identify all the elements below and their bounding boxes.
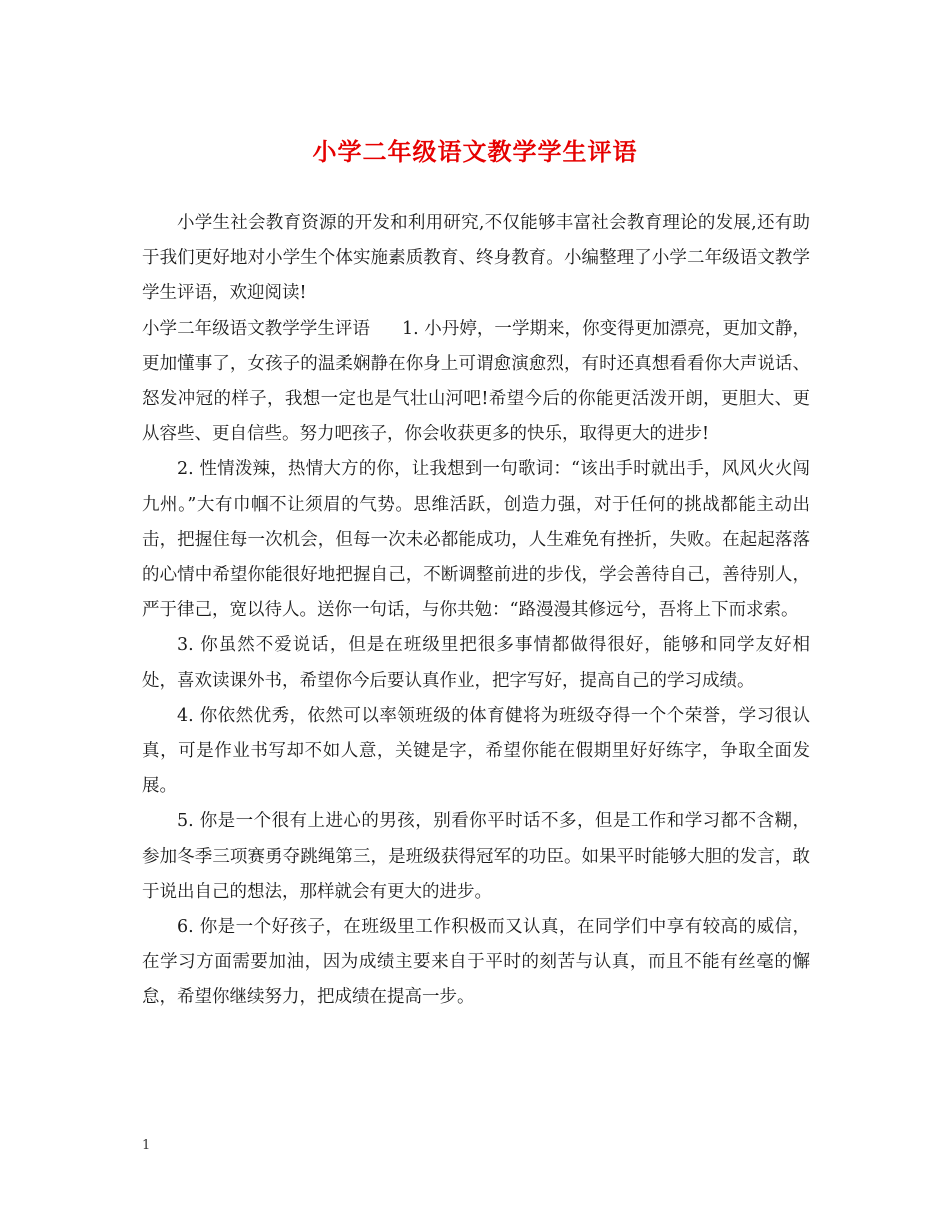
item-paragraph-6: 6. 你是一个好孩子，在班级里工作积极而又认真，在同学们中享有较高的威信，在学习方面需要加油，因为成绩主要来自于平时的刻苦与认真，而且不能有丝毫的懈怠，希望你继续努力，把成绩在提高一步。 — [142, 917, 810, 1008]
item-paragraph-3: 3. 你虽然不爱说话，但是在班级里把很多事情都做得很好，能够和同学友好相处，喜欢读课外书，希望你今后要认真作业，把字写好，提高自己的学习成绩。 — [142, 635, 810, 691]
item-paragraph-4: 4. 你依然优秀，依然可以率领班级的体育健将为班级夺得一个个荣誉，学习很认真，可是作业书写却不如人意，关键是字，希望你能在假期里好好练字，争取全面发展。 — [142, 705, 810, 797]
inline-heading: 小学二年级语文教学学生评语 — [142, 318, 370, 339]
document-title: 小学二年级语文教学学生评语 — [312, 137, 638, 166]
item-paragraph-1 — [142, 312, 810, 453]
item-paragraph-2: 2. 性情泼辣，热情大方的你，让我想到一句歌词：“该出手时就出手，风风火火闯九州。”大有巾帼不让须眉的气势。思维活跃，创造力强，对于任何的挑战都能主动出击，把握住每一次机会，但每一次未必都能成功，人生难免有挫折，失败。在起起落落的心情中希望你能很好地把握自己，不断调整前进的步伐，学会善待自己，善待别人，严于律己，宽以待人。送你一句话，与你共勉：“路漫漫其修远兮，吾将上下而求索。 — [142, 459, 810, 621]
item-paragraph-5: 5. 你是一个很有上进心的男孩，别看你平时话不多，但是工作和学习都不含糊，参加冬季三项赛勇夺跳绳第三，是班级获得冠军的功臣。如果平时能够大胆的发言，敢于说出自己的想法，那样就会有更大的进步。 — [142, 811, 810, 902]
item-text-1: 1. 小丹婷，一学期来，你变得更加漂亮，更加文静，更加懂事了，女孩子的温柔娴静在你身上可谓愈演愈烈，有时还真想看看你大声说话、怒发冲冠的样子，我想一定也是气壮山河吧!希望今后的你能更活泼开朗，更胆大、更从容些、更自信些。努力吧孩子，你会收获更多的快乐，取得更大的进步! — [142, 318, 811, 445]
page-number: 1 — [142, 1138, 151, 1153]
intro-paragraph: 小学生社会教育资源的开发和利用研究,不仅能够丰富社会教育理论的发展,还有助于我们更好地对小学生个体实施素质教育、终身教育。小编整理了小学二年级语文教学学生评语，欢迎阅读! — [142, 213, 810, 304]
document-body — [142, 206, 810, 1016]
